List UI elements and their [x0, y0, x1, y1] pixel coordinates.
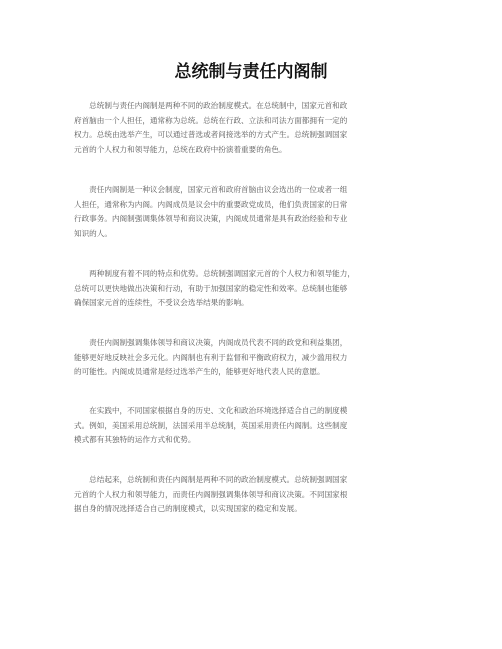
- paragraph-line: 责任内阁制是一种议会制度，国家元首和政府首脑由议会选出的一位或者一组: [74, 185, 348, 194]
- paragraph-line: 元首的个人权力和领导能力，而责任内阁制强调集体领导和商议决策。不同国家根: [74, 489, 348, 499]
- paragraph-1: [74, 99, 434, 157]
- paragraph-line: 确保国家元首的连续性，不受议会选举结果的影响。: [74, 298, 249, 308]
- paragraph-4: [74, 336, 434, 380]
- paragraph-line: 行政事务。内阁制强调集体领导和商议决策，内阁成员通常是具有政治经验和专业: [74, 214, 348, 224]
- paragraph-line: 总结起来，总统制和责任内阁制是两种不同的政治制度模式。总统制强调国家: [74, 475, 348, 484]
- paragraph-line: 元首的个人权力和领导能力，总统在政府中扮演着重要的角色。: [74, 144, 287, 154]
- paragraph-5: [74, 404, 434, 448]
- paragraph-line: 据自身的情况选择适合自己的制度模式，以实现国家的稳定和发展。: [74, 504, 302, 514]
- paragraph-2: [74, 183, 434, 241]
- paragraph-line: 责任内阁制强调集体领导和商议决策，内阁成员代表不同的政党和利益集团，: [74, 338, 348, 347]
- paragraph-line: 知识的人。: [74, 228, 112, 238]
- paragraph-6: [74, 473, 434, 517]
- paragraph-line: 的可能性。内阁成员通常是经过选举产生的，能够更好地代表人民的意愿。: [74, 367, 325, 377]
- paragraph-line: 两种制度有着不同的特点和优势。总统制强调国家元首的个人权力和领导能力，: [74, 269, 355, 278]
- paragraph-line: 能够更好地反映社会多元化。内阁制也有利于监督和平衡政府权力，减少滥用权力: [74, 352, 348, 362]
- paragraph-line: 总统制与责任内阁制是两种不同的政治制度模式。在总统制中，国家元首和政: [74, 101, 348, 110]
- paragraph-3: [74, 267, 434, 311]
- paragraph-line: 模式都有其独特的运作方式和优势。: [74, 435, 196, 445]
- paragraph-line: 总统可以更快地做出决策和行动，有助于加强国家的稳定性和效率。总统制也能够: [74, 283, 348, 293]
- paragraph-line: 人担任，通常称为内阁。内阁成员是议会中的重要政党成员，他们负责国家的日常: [74, 199, 348, 209]
- page-title: 总统制与责任内阁制: [174, 62, 328, 82]
- paragraph-line: 在实践中，不同国家根据自身的历史、文化和政治环境选择适合自己的制度模: [74, 406, 348, 415]
- paragraph-line: 式。例如，美国采用总统制，法国采用半总统制，英国采用责任内阁制。这些制度: [74, 420, 348, 430]
- paragraph-line: 府首脑由一个人担任，通常称为总统。总统在行政、立法和司法方面都拥有一定的: [74, 115, 348, 125]
- paragraph-line: 权力。总统由选举产生，可以通过普选或者间接选举的方式产生。总统制强调国家: [74, 130, 348, 140]
